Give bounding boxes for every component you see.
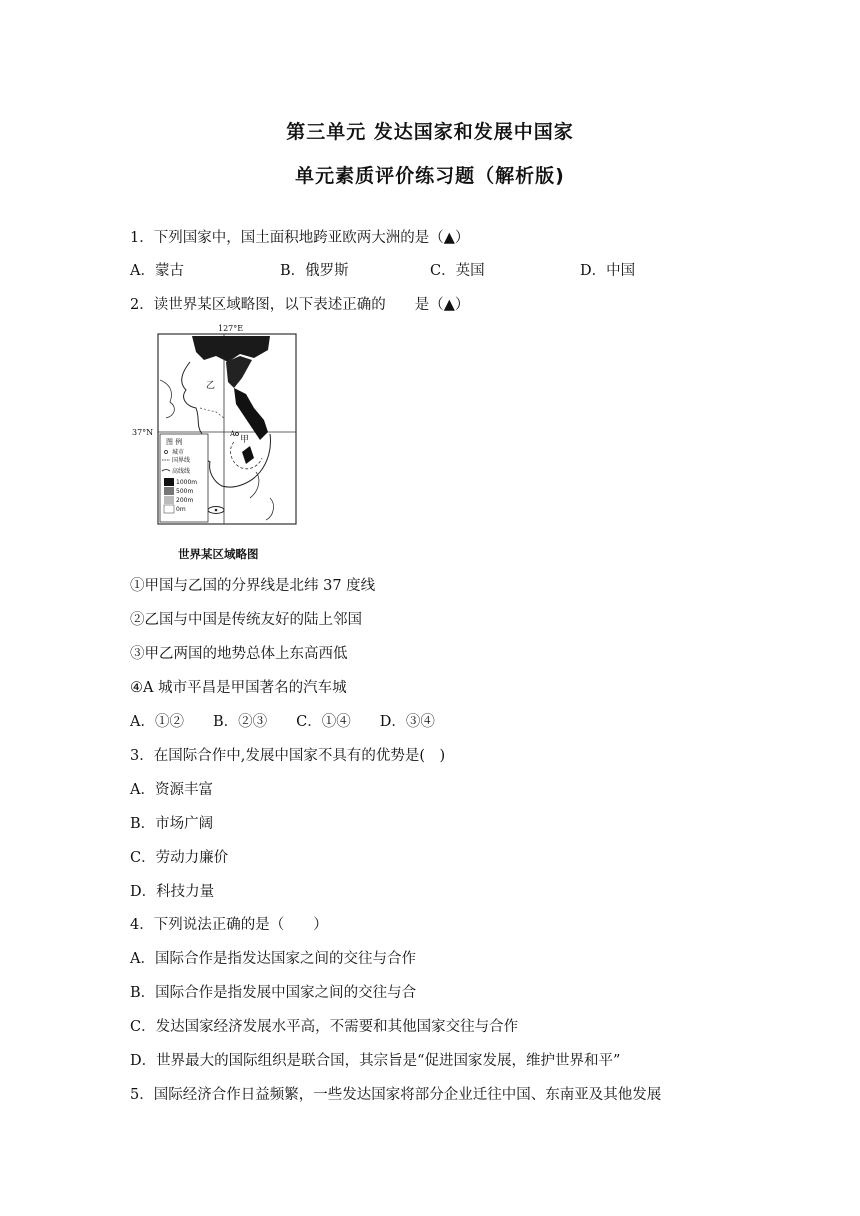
legend-200m: 200m	[176, 497, 194, 504]
q2-options: A．①② B．②③ C．①④ D．③④	[130, 714, 435, 730]
q4-option-a: A．国际合作是指发达国家之间的交往与合作	[130, 951, 416, 967]
legend-title: 图 例	[166, 438, 183, 446]
q1-option-c: C．英国	[430, 263, 485, 279]
region-map	[130, 322, 305, 572]
q3-option-a: A．资源丰富	[130, 782, 213, 798]
legend-0m: 0m	[176, 506, 186, 513]
q4-option-c: C．发达国家经济发展水平高，不需要和其他国家交往与合作	[130, 1019, 519, 1035]
q2-statement-3: ③甲乙两国的地势总体上东高西低	[130, 646, 348, 662]
legend-500m: 500m	[176, 488, 194, 495]
q3-option-c: C．劳动力廉价	[130, 850, 229, 866]
q2-statement-4: ④A 城市平昌是甲国著名的汽车城	[130, 680, 347, 696]
q4-option-d: D．世界最大的国际组织是联合国，其宗旨是“促进国家发展，维护世界和平”	[130, 1053, 621, 1069]
question-1-stem: 1．下列国家中，国土面积地跨亚欧两大洲的是（▲）	[130, 230, 470, 246]
q2-statement-1: ①甲国与乙国的分界线是北纬 37 度线	[130, 578, 376, 594]
page-title: 第三单元 发达国家和发展中国家	[286, 121, 574, 143]
legend-border: 国界线	[172, 457, 191, 464]
q1-option-a: A．蒙古	[130, 263, 184, 279]
q1-option-b: B．俄罗斯	[280, 263, 349, 279]
map-latitude-label: 37°N	[132, 428, 154, 437]
question-2-stem: 2．读世界某区域略图，以下表述正确的 是（▲）	[130, 297, 470, 313]
legend-city: 城市	[172, 449, 185, 456]
page-subtitle: 单元素质评价练习题（解析版)	[295, 165, 565, 187]
map-longitude-label: 127°E	[218, 324, 244, 333]
map-caption: 世界某区域略图	[178, 547, 259, 561]
q4-option-b: B．国际合作是指发展中国家之间的交往与合	[130, 985, 417, 1001]
map-label-a: A	[230, 430, 236, 438]
map-label-yi: 乙	[206, 381, 216, 391]
question-5-stem: 5．国际经济合作日益频繁，一些发达国家将部分企业迁往中国、东南亚及其他发展	[130, 1087, 662, 1103]
q3-option-b: B．市场广阔	[130, 816, 214, 832]
legend-1000m: 1000m	[176, 479, 198, 486]
q1-option-d: D．中国	[580, 263, 636, 279]
question-4-stem: 4．下列说法正确的是（ ）	[130, 917, 328, 933]
question-3-stem: 3．在国际合作中,发展中国家不具有的优势是( )	[130, 748, 446, 764]
q2-statement-2: ②乙国与中国是传统友好的陆上邻国	[130, 612, 362, 628]
q3-option-d: D．科技力量	[130, 884, 215, 900]
map-label-jia: 甲	[240, 435, 250, 445]
legend-contour: 高线线	[172, 468, 191, 475]
